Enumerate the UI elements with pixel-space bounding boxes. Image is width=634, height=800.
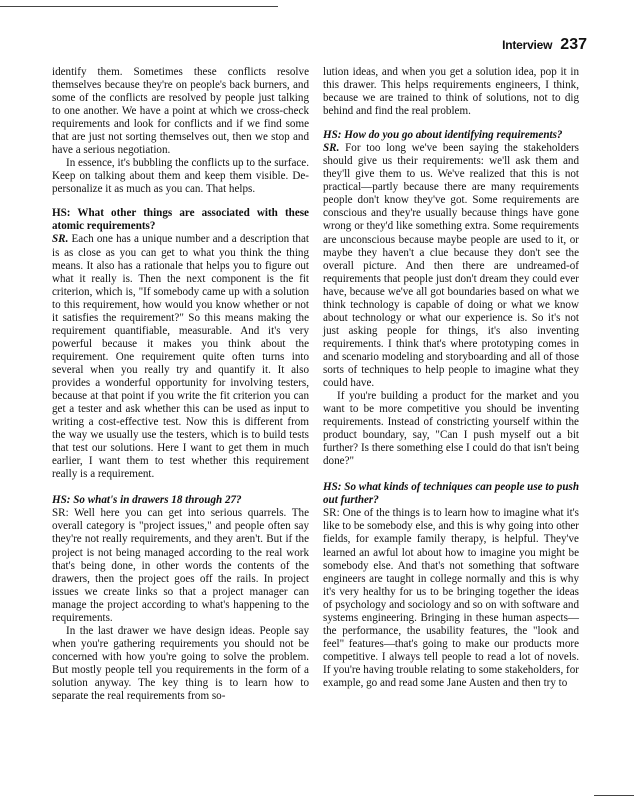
- bottom-rule: [594, 795, 634, 796]
- paragraph: identify them. Sometimes these conflicts resolve themselves because they're on people's back burners, and some of the conflicts are resolved by people just talking to one another. We have a point at which we cross-check requirements and look for conflicts and if we find some that are just not sorting themselves out, then we stop and have a serious negotiation.: [52, 66, 309, 157]
- question-heading: HS: How do you go about identifying requirements?: [323, 129, 563, 142]
- answer-paragraph: SR: Well here you can get into serious quarrels. The overall category is "project issues," and people often say they're not really requirements, and they aren't. But if the project is not being managed according to the real work that's being done, in other words the contents of the drawers, then the project goes off the rails. In project issues we create links so that a project manager can manage the project according to what's happening to the requirements.: [52, 507, 309, 624]
- top-rule: [0, 6, 278, 7]
- question-heading: HS: What other things are associated with these atomic requirements?: [52, 207, 309, 233]
- question-heading: HS: So what kinds of techniques can people use to push out further?: [323, 481, 579, 507]
- right-column: [323, 66, 579, 690]
- speaker-initials: SR.: [323, 142, 340, 155]
- running-header: [502, 36, 587, 54]
- paragraph: lution ideas, and when you get a solution idea, pop it in this drawer. This helps requirements engineers, I think, because we are trained to think of solutions, not to dig behind and find the real problem.: [323, 66, 579, 118]
- paragraph: In essence, it's bubbling the conflicts up to the surface. Keep on talking about them and keep them visible. De-personalize it as much as you can. That helps.: [52, 157, 309, 196]
- answer-paragraph: [323, 142, 579, 390]
- answer-text: Each one has a unique number and a description that is as close as you can get to what you think the thing means. It also has a rationale that helps you to figure out what it really is. Then the next component is the fit criterion, which is, "If somebody came up with a solution to this requirement, how would you know whether or not it satisfies the requirement?" So this means making the requirement quantifiable, measurable. And it's very powerful because it makes you think about the requirement. One requirement quite often turns into several when you really try and quantify it. It also provides a wonderful opportunity for involving testers, because at that point if you write the fit criterion you can get a tester and ask whether this can be used as input to writing a cost-effective test. Now this is different from the way we usually use the testers, which is to build tests that test our solutions. Here I want to get them in much earlier, I want them to test whether this requirement really is a requirement.: [52, 233, 309, 481]
- answer-paragraph: SR: One of the things is to learn how to imagine what it's like to be somebody else, and this is why going into other fields, for example family therapy, is helpful. They've learned an awful lot about how to imagine you might be somebody else. And that's not something that software engineers are taught in college normally and this is why it's very healthy for us to be bringing together the ideas of psychology and sociology and so on with software and systems engineering. Bringing in these human aspects—the performance, the usability features, the "look and feel" features—that's going to make our products more competitive. I always tell people to read a lot of novels. If you're having trouble relating to some stakeholders, for example, go and read some Jane Austen and then try to: [323, 507, 579, 689]
- left-column: [52, 66, 309, 703]
- page-number: 237: [560, 36, 587, 53]
- speaker-initials: SR.: [52, 233, 69, 246]
- answer-paragraph: [52, 233, 309, 481]
- paragraph: In the last drawer we have design ideas. People say when you're gathering requirements you should not be concerned with how you're going to solve the problem. But mostly people tell you requirements in the form of a solution anyway. The key thing is to learn how to separate the real requirements from so-: [52, 624, 309, 703]
- section-title: Interview: [502, 38, 553, 52]
- answer-text: For too long we've been saying the stakeholders should give us their requirements: we'll ask them and they'll give them to us. We've realized that this is not practical—partly because there are many requirements people don't know they've got. Some requirements are conscious and they're usually because things have gone wrong or they'd like something extra. Some requirements are unconscious because maybe people are used to it, or maybe they haven't a clue because they don't see the overall picture. And then there are undreamed-of requirements that people just don't dream they could ever have, because we've all got boundaries based on what we think technology is capable of doing or what we know about technology or what our experience is. So it's not just asking people for things, it's also inventing requirements. I think that's where prototyping comes in and scenario modeling and storyboarding and all of those sorts of techniques to help people to imagine what they could have.: [323, 142, 579, 390]
- question-heading: HS: So what's in drawers 18 through 27?: [52, 494, 242, 507]
- paragraph: If you're building a product for the market and you want to be more competitive you should be inventing requirements. Instead of constricting yourself within the product boundary, say, "Can I push myself out a bit further? Is there something else I could do that isn't being done?": [323, 390, 579, 468]
